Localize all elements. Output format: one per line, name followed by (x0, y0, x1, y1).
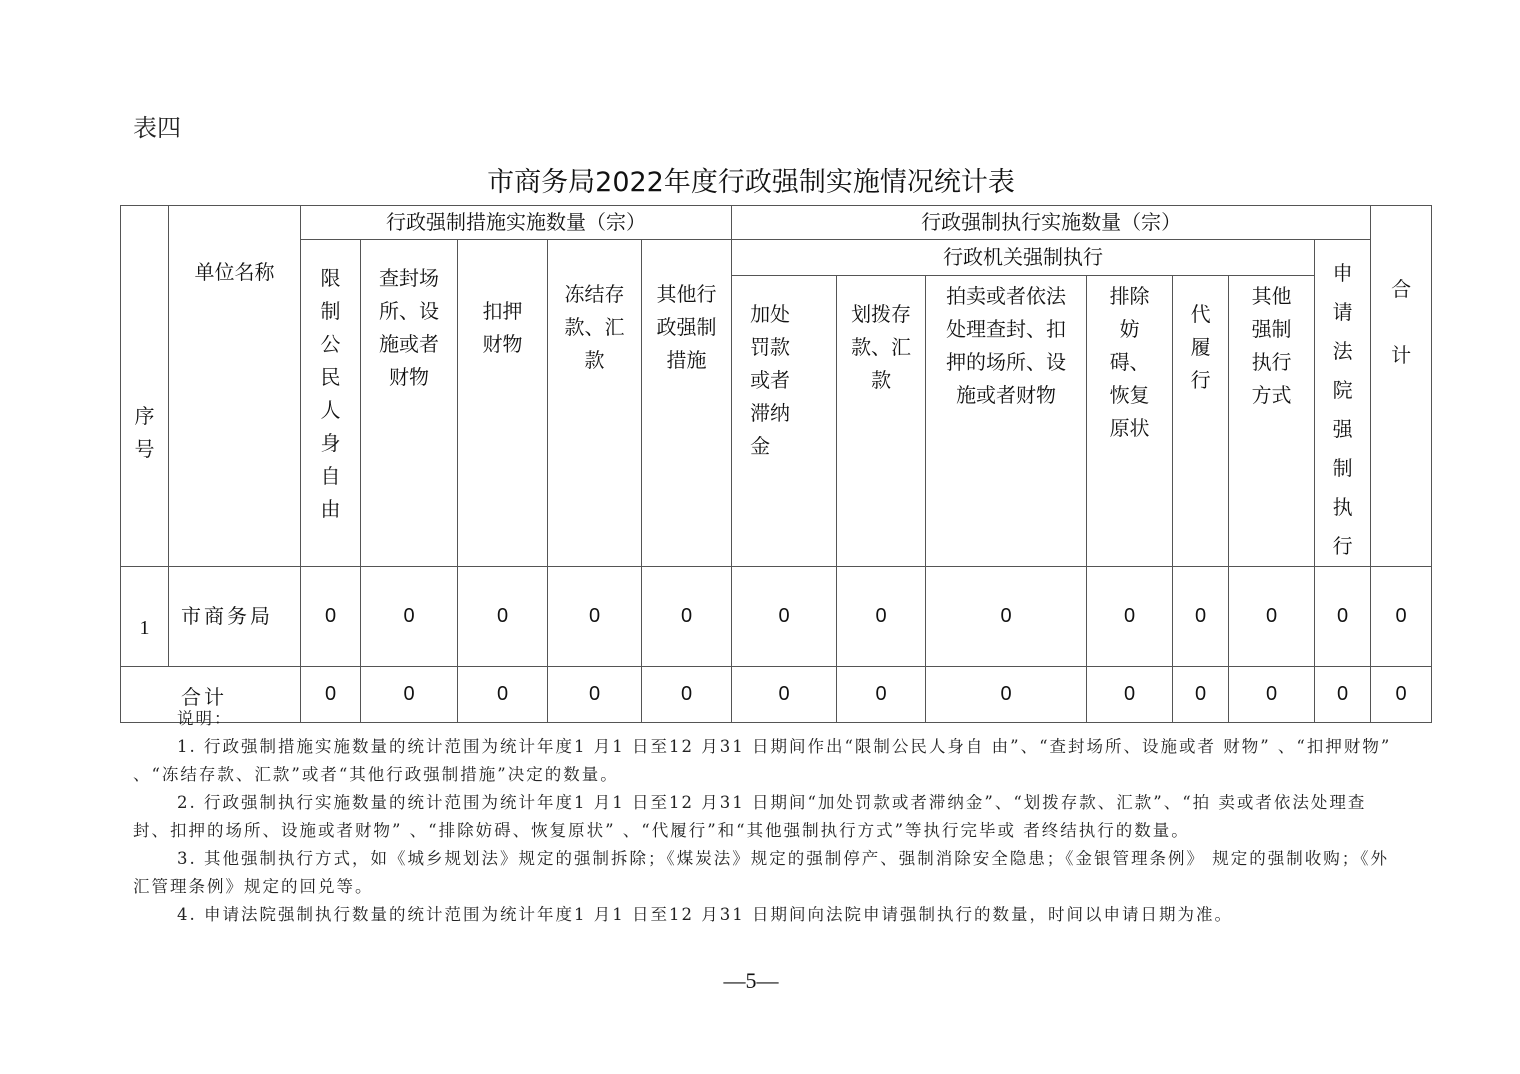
row-value: 0 (1371, 567, 1432, 667)
notes-heading: 说明： (177, 709, 233, 728)
header-enf-remove-obstruction: 排除妨碍、恢复原状 (1087, 276, 1173, 567)
header-measures-group: 行政强制措施实施数量（宗） (301, 206, 732, 240)
header-measure-seal-property: 查封场所、设施或者财物 (361, 240, 458, 567)
row-value: 0 (1087, 567, 1173, 667)
row-value: 0 (1315, 567, 1371, 667)
note-item: 4. 申请法院强制执行数量的统计范围为统计年度1 月1 日至12 月31 日期间向法院申请强制执行的数量，时间以申请日期为准。 (177, 905, 1233, 924)
row-value: 0 (301, 567, 361, 667)
row-value: 0 (837, 567, 926, 667)
row-value: 0 (1229, 567, 1315, 667)
total-value: 0 (732, 667, 837, 723)
total-value: 0 (1229, 667, 1315, 723)
header-enf-substitute-performance: 代履行 (1173, 276, 1229, 567)
note-item: 3. 其他强制执行方式，如《城乡规划法》规定的强制拆除；《煤炭法》规定的强制停产、强制消除安全隐患；《金银管理条例》 规定的强制收购；《外汇管理条例》规定的回兑等。 (133, 849, 1389, 896)
page-number: —5— (723, 968, 779, 993)
total-value: 0 (642, 667, 732, 723)
notes-section (133, 705, 1403, 929)
header-measure-restrict-freedom: 限制公民人身自由 (301, 240, 361, 567)
note-item: 2. 行政强制执行实施数量的统计范围为统计年度1 月1 日至12 月31 日期间“加处罚款或者滞纳金”、“划拨存款、汇款”、“拍 卖或者依法处理查封、扣押的场所、设施或者财物” 、“排除妨碍、恢复原状” 、“代履行”和“其他强制执行方式”等执行完毕或 者终结执行的数量。 (133, 793, 1367, 840)
table-label: 表四 (133, 114, 181, 142)
total-value: 0 (926, 667, 1087, 723)
header-measure-freeze-deposits: 冻结存款、汇款 (548, 240, 642, 567)
total-value: 0 (458, 667, 548, 723)
row-value: 0 (361, 567, 458, 667)
statistics-table (120, 205, 1432, 723)
header-enf-auction: 拍卖或者依法处理查封、扣押的场所、设施或者财物 (926, 276, 1087, 567)
row-unit-name: 市商务局 (169, 567, 301, 667)
header-measure-seize-property: 扣押财物 (458, 240, 548, 567)
total-row-label: 合计 (121, 667, 301, 723)
table-row (121, 567, 1432, 667)
header-seq: 序号 (121, 206, 169, 567)
row-value: 0 (732, 567, 837, 667)
header-measure-other: 其他行政强制措施 (642, 240, 732, 567)
header-court-enforcement: 申请法院强制执行 (1315, 240, 1371, 567)
row-value: 0 (548, 567, 642, 667)
header-enf-transfer-deposits: 划拨存款、汇款 (837, 276, 926, 567)
row-value: 0 (1173, 567, 1229, 667)
total-value: 0 (548, 667, 642, 723)
row-seq: 1 (121, 567, 169, 667)
total-value: 0 (837, 667, 926, 723)
header-total: 合计 (1371, 206, 1432, 567)
total-value: 0 (301, 667, 361, 723)
row-value: 0 (926, 567, 1087, 667)
total-value: 0 (1173, 667, 1229, 723)
header-unit-name: 单位名称 (169, 206, 301, 567)
note-item: 1. 行政强制措施实施数量的统计范围为统计年度1 月1 日至12 月31 日期间作出“限制公民人身自 由”、“查封场所、设施或者 财物” 、“扣押财物” 、“冻结存款、汇款”或者“其他行政强制措施”决定的数量。 (133, 737, 1392, 784)
header-enf-fine-penalty: 加处罚款或者滞纳金 (732, 276, 837, 567)
header-agency-enforcement-group: 行政机关强制执行 (732, 240, 1315, 276)
page-title: 市商务局2022年度行政强制实施情况统计表 (487, 167, 1015, 198)
total-value: 0 (1315, 667, 1371, 723)
total-value: 0 (1087, 667, 1173, 723)
total-value: 0 (361, 667, 458, 723)
total-value: 0 (1371, 667, 1432, 723)
header-enforcement-group: 行政强制执行实施数量（宗） (732, 206, 1371, 240)
row-value: 0 (458, 567, 548, 667)
row-value: 0 (642, 567, 732, 667)
header-enf-other: 其他强制执行方式 (1229, 276, 1315, 567)
